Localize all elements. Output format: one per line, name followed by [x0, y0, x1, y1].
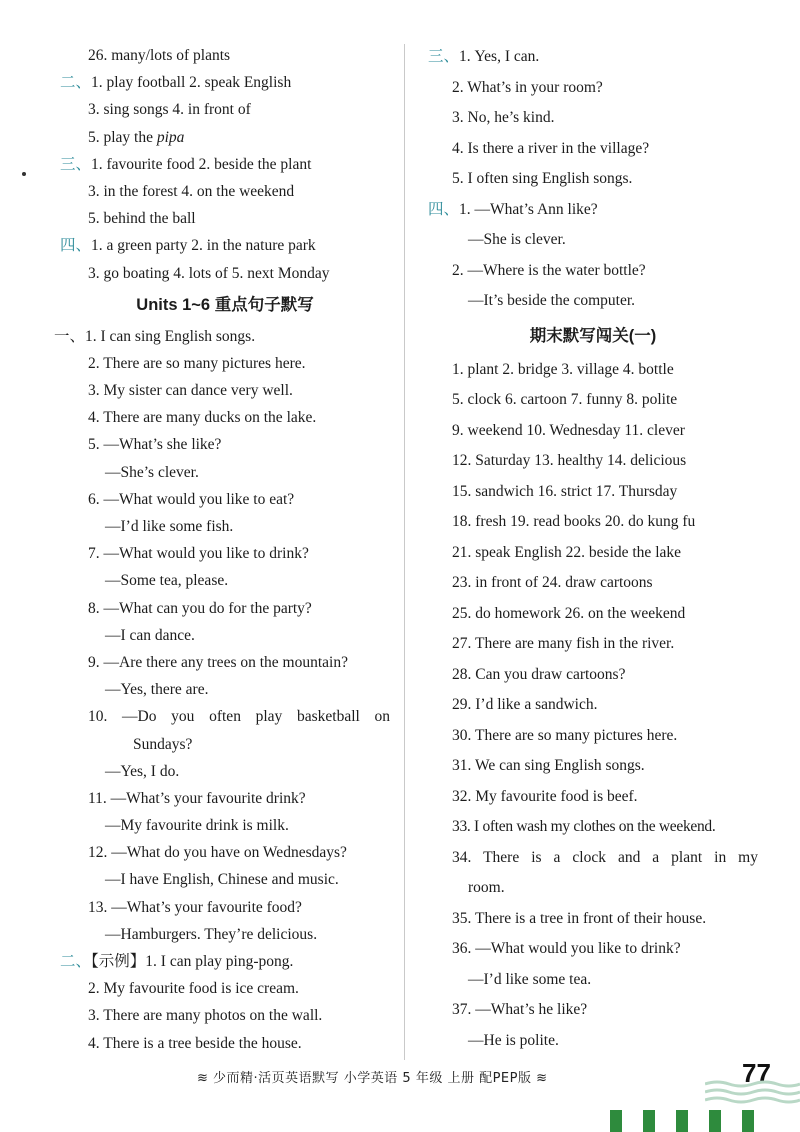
answer-text: 1. Yes, I can.	[459, 48, 540, 65]
answer-line: 29. I’d like a sandwich.	[452, 696, 598, 713]
green-bar	[676, 1110, 688, 1132]
answer-line: —I can dance.	[105, 626, 195, 644]
answer-line: —I have English, Chinese and music.	[105, 871, 339, 889]
green-bar	[742, 1110, 754, 1132]
answer-line: 8. —What can you do for the party?	[88, 599, 312, 617]
answer-line: 11. —What’s your favourite drink?	[88, 789, 306, 807]
answer-line: 12. —What do you have on Wednesdays?	[88, 844, 347, 862]
section-marker-2b: 二、	[60, 953, 92, 970]
answer-text: 1. I can play ping-pong.	[145, 953, 294, 970]
answer-line: 4. There is a tree beside the house.	[88, 1034, 302, 1052]
answer-line: —She is clever.	[468, 231, 566, 248]
answer-italic: pipa	[156, 128, 185, 146]
answer-line: 5. behind the ball	[88, 210, 196, 228]
answer-line: 32. My favourite food is beef.	[452, 787, 638, 805]
answer-line: 4. Is there a river in the village?	[452, 139, 650, 157]
answer-line: 26. many/lots of plants	[88, 47, 231, 64]
answer-line	[60, 948, 390, 975]
answer-line: 3. go boating 4. lots of 5. next Monday	[88, 264, 330, 282]
answer-line: 2. There are so many pictures here.	[88, 354, 306, 372]
answer-line: 5. —What’s she like?	[88, 436, 222, 454]
answer-line: 4. There are many ducks on the lake.	[88, 409, 317, 427]
answer-line: 3. No, he’s kind.	[452, 109, 555, 126]
answer-line: 5. I often sing English songs.	[452, 170, 633, 187]
answer-line: 37. —What’s he like?	[452, 1001, 588, 1018]
answer-line: 15. sandwich 16. strict 17. Thursday	[452, 482, 678, 500]
answer-text: 1. I can sing English songs.	[85, 327, 256, 345]
answer-line: 35. There is a tree in front of their house.	[452, 909, 707, 927]
answer-line: 3. My sister can dance very well.	[88, 382, 293, 400]
answer-line: —Yes, I do.	[105, 762, 180, 780]
answer-line: 9. —Are there any trees on the mountain?	[88, 653, 348, 671]
answer-line	[428, 195, 758, 226]
answer-line: 3. There are many photos on the wall.	[88, 1007, 323, 1025]
section-marker-4: 四、	[428, 200, 460, 218]
answer-line: 10. —Do you often play basketball on	[88, 708, 390, 726]
footer-text: ≋ 少而精·活页英语默写 小学英语 5 年级 上册 配PEP版 ≋	[197, 1071, 548, 1086]
answer-line: Sundays?	[133, 735, 193, 753]
answer-line	[60, 232, 390, 259]
answer-text: 1. favourite food 2. beside the plant	[91, 155, 312, 173]
answer-line: —Some tea, please.	[105, 572, 229, 590]
answer-line	[60, 69, 390, 96]
answer-line: —I’d like some tea.	[468, 970, 592, 988]
page-number: 77	[742, 1058, 771, 1088]
answer-line: —My favourite drink is milk.	[105, 817, 289, 835]
answer-line	[54, 323, 390, 350]
answer-line: 6. —What would you like to eat?	[88, 490, 295, 508]
column-divider	[404, 44, 405, 1060]
answer-line: —It’s beside the computer.	[468, 292, 636, 309]
answer-line: —Hamburgers. They’re delicious.	[105, 925, 318, 943]
answer-line: 33. I often wash my clothes on the weekend.	[452, 818, 716, 835]
answer-line: 3. sing songs 4. in front of	[88, 101, 251, 119]
section-marker-3: 三、	[60, 155, 92, 173]
answer-line: 34. There is a clock and a plant in my	[452, 848, 758, 866]
answer-line: 23. in front of 24. draw cartoons	[452, 574, 653, 591]
answer-line: 18. fresh 19. read books 20. do kung fu	[452, 513, 696, 530]
answer-line	[60, 151, 390, 178]
section-marker-4: 四、	[60, 237, 92, 255]
answer-line	[428, 42, 758, 73]
answer-line: 30. There are so many pictures here.	[452, 726, 678, 744]
answer-text: 5. play the	[88, 128, 157, 146]
answer-text: 1. play football 2. speak English	[91, 74, 292, 92]
answer-line: 31. We can sing English songs.	[452, 757, 645, 774]
margin-dot	[22, 172, 26, 176]
answer-line: 36. —What would you like to drink?	[452, 940, 681, 957]
wave-decoration-icon	[705, 1080, 800, 1110]
left-column	[54, 42, 390, 1057]
answer-text: 1. —What’s Ann like?	[459, 200, 598, 218]
answer-line	[60, 124, 390, 151]
section-marker-2: 二、	[60, 74, 92, 92]
section-marker-1: 一、	[54, 327, 86, 345]
answer-text: 1. a green party 2. in the nature park	[91, 237, 316, 255]
answer-line: 28. Can you draw cartoons?	[452, 665, 626, 683]
answer-line: —Yes, there are.	[105, 681, 209, 699]
example-tag: 【示例】	[91, 953, 146, 970]
answer-line: 13. —What’s your favourite food?	[88, 898, 302, 916]
answer-line: 5. clock 6. cartoon 7. funny 8. polite	[452, 391, 678, 408]
answer-line: 2. My favourite food is ice cream.	[88, 980, 299, 998]
green-bar	[610, 1110, 622, 1132]
answer-line: 27. There are many fish in the river.	[452, 635, 675, 652]
right-column	[428, 42, 758, 1056]
answer-line: 9. weekend 10. Wednesday 11. clever	[452, 421, 685, 439]
answer-line: 2. What’s in your room?	[452, 78, 603, 96]
answer-line: 21. speak English 22. beside the lake	[452, 543, 682, 561]
answer-line: 2. —Where is the water bottle?	[452, 261, 646, 279]
answer-line: 1. plant 2. bridge 3. village 4. bottle	[452, 360, 674, 378]
green-bar	[643, 1110, 655, 1132]
answer-line: room.	[468, 879, 505, 896]
answer-line: —I’d like some fish.	[105, 518, 234, 535]
answer-line: —She’s clever.	[105, 463, 199, 481]
answer-line: 12. Saturday 13. healthy 14. delicious	[452, 452, 687, 469]
green-bar	[709, 1110, 721, 1132]
section-heading: 期末默写闯关(一)	[529, 326, 657, 345]
answer-line: —He is polite.	[468, 1031, 559, 1049]
answer-line: 7. —What would you like to drink?	[88, 545, 309, 563]
answer-line: 3. in the forest 4. on the weekend	[88, 182, 295, 200]
answer-line: 25. do homework 26. on the weekend	[452, 604, 686, 622]
section-heading: Units 1~6 重点句子默写	[136, 295, 314, 314]
section-marker-3: 三、	[428, 48, 460, 65]
